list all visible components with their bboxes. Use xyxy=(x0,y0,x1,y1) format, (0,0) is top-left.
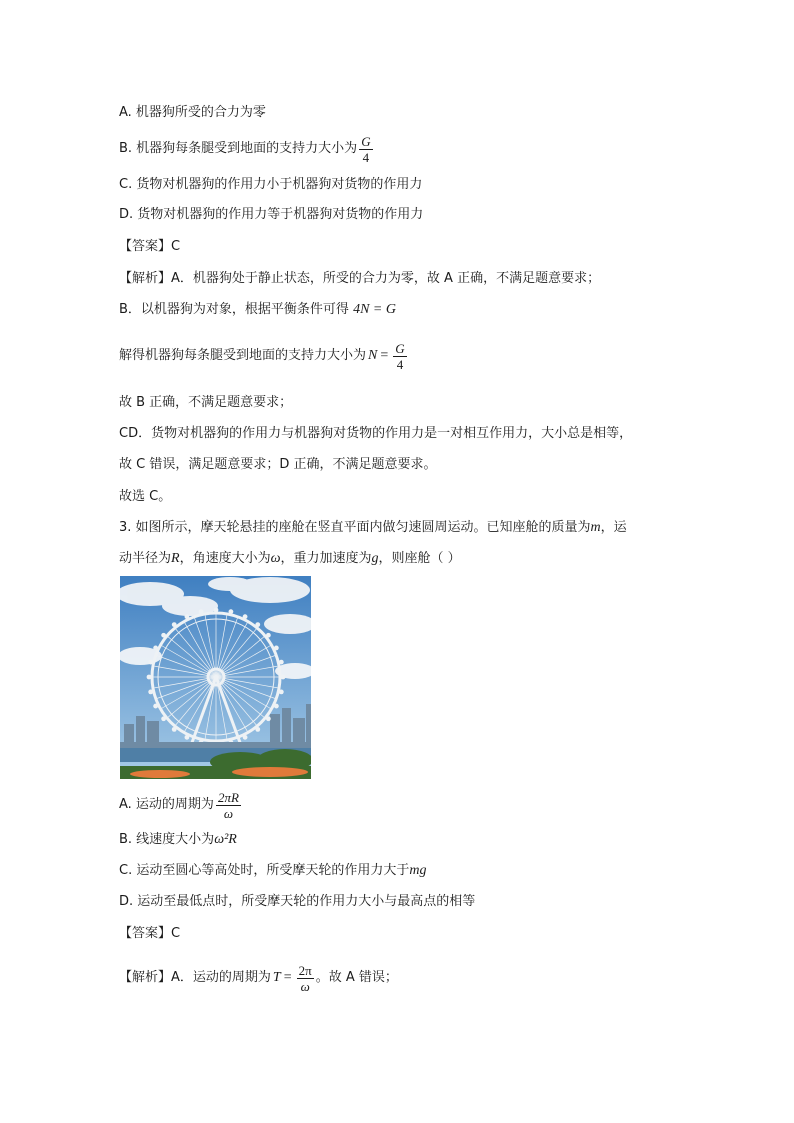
q3-option-c-math: mg xyxy=(409,863,427,878)
q2-option-d: D. 货物对机器狗的作用力等于机器狗对货物的作用力 xyxy=(119,207,424,222)
wheel-cabin xyxy=(172,727,177,732)
q3-option-a xyxy=(119,785,243,825)
analysis-a-equals: = xyxy=(283,970,292,985)
analysis-a-tail: 。故 A 错误； xyxy=(315,970,398,985)
analysis-a-text: A．运动的周期为 xyxy=(171,970,271,985)
analysis-b2-lhs: N xyxy=(368,348,378,363)
answer-value: C xyxy=(171,926,181,941)
q2-option-a: A. 机器狗所受的合力为零 xyxy=(119,105,266,120)
fraction-numerator: G xyxy=(395,340,405,356)
q2-analysis-b-line2 xyxy=(119,336,409,376)
answer-value: C xyxy=(171,239,181,254)
q3-stem-line2 xyxy=(119,550,461,568)
wheel-cabin xyxy=(255,622,260,627)
q2-option-b xyxy=(119,130,375,168)
q2-conclusion: 故选 C。 xyxy=(119,489,172,504)
q3-stem-mass-symbol: m xyxy=(590,520,601,535)
wheel-cabin xyxy=(153,704,158,709)
q3-option-a-text: A. 运动的周期为 xyxy=(119,797,214,812)
wheel-cabin xyxy=(266,633,271,638)
wheel-cabin xyxy=(199,609,204,614)
q2-analysis-cd-line2: 故 C 错误，满足题意要求；D 正确，不满足题意要求。 xyxy=(119,457,437,472)
q2-option-b-text: B. 机器狗每条腿受到地面的支持力大小为 xyxy=(119,141,358,156)
ferris-wheel-photo xyxy=(120,576,311,779)
analysis-b2-equals: = xyxy=(380,348,389,363)
wheel-cabin xyxy=(243,614,248,619)
wheel-cabin xyxy=(185,614,190,619)
wheel-cabin xyxy=(147,675,152,680)
wheel-cabin xyxy=(214,608,219,613)
analysis-a-lhs: T xyxy=(272,970,281,985)
wheel-cabin xyxy=(161,716,166,721)
q3-stem-text-b: ，运 xyxy=(600,520,627,535)
q3-option-c-text: C. 运动至圆心等高处时，所受摩天轮的作用力大于 xyxy=(119,863,410,878)
q2-analysis-b-line3: 故 B 正确，不满足题意要求； xyxy=(119,395,293,410)
wheel-cabin xyxy=(161,633,166,638)
wheel-cabin xyxy=(148,690,153,695)
q3-answer xyxy=(119,925,180,943)
q2-option-c: C. 货物对机器狗的作用力小于机器狗对货物的作用力 xyxy=(119,177,423,192)
fraction-denominator: ω xyxy=(300,978,310,994)
q3-stem-text-f: ，则座舱（ ） xyxy=(378,551,461,566)
wheel-cabin xyxy=(279,690,284,695)
analysis-tag: 【解析】 xyxy=(119,970,172,985)
wheel-cabin xyxy=(274,646,279,651)
wheel-cabin xyxy=(274,704,279,709)
answer-tag: 【答案】 xyxy=(119,239,172,254)
wheel-cabin xyxy=(279,660,284,665)
wheel-cabin xyxy=(153,646,158,651)
q3-option-b-math: ω²R xyxy=(214,832,237,847)
q2-analysis-cd-line1: CD．货物对机器狗的作用力与机器狗对货物的作用力是一对相互作用力，大小总是相等， xyxy=(119,426,633,441)
q3-option-b xyxy=(119,831,237,849)
q3-stem-omega-symbol: ω xyxy=(270,551,281,566)
wheel-cabin xyxy=(281,675,286,680)
q2-analysis-a xyxy=(119,270,600,288)
fraction-numerator: G xyxy=(361,133,371,149)
q2-option-b-fraction xyxy=(359,134,372,165)
wheel-cabin xyxy=(229,609,234,614)
analysis-a-fraction xyxy=(297,963,314,994)
analysis-b1-equation: 4N = G xyxy=(353,302,396,317)
q3-stem-text-a: 3. 如图所示，摩天轮悬挂的座舱在竖直平面内做匀速圆周运动。已知座舱的质量为 xyxy=(119,520,591,535)
fraction-denominator: 4 xyxy=(396,356,404,372)
q3-stem-text-d: ，角速度大小为 xyxy=(179,551,271,566)
q3-stem-g-symbol: g xyxy=(371,551,379,566)
analysis-b2-fraction xyxy=(393,341,406,372)
q3-option-c xyxy=(119,862,426,880)
wheel-cabin xyxy=(185,735,190,740)
q3-option-b-text: B. 线速度大小为 xyxy=(119,832,215,847)
wheel-cabin xyxy=(255,727,260,732)
wheel-cabin xyxy=(148,660,153,665)
analysis-a-text: A．机器狗处于静止状态，所受的合力为零，故 A 正确，不满足题意要求； xyxy=(171,271,601,286)
q2-answer xyxy=(119,238,180,256)
q2-analysis-b-line1 xyxy=(119,301,396,319)
wheel-cabin xyxy=(172,622,177,627)
analysis-b1-text: B．以机器狗为对象，根据平衡条件可得 xyxy=(119,302,349,317)
q3-stem-radius-symbol: R xyxy=(171,551,180,566)
ferris-wheel-image xyxy=(120,576,311,779)
q3-stem-text-c: 动半径为 xyxy=(119,551,172,566)
fraction-denominator: 4 xyxy=(362,149,370,165)
q3-analysis-a xyxy=(119,958,398,998)
q3-option-d: D. 运动至最低点时，所受摩天轮的作用力大小与最高点的相等 xyxy=(119,894,476,909)
analysis-tag: 【解析】 xyxy=(119,271,172,286)
q3-stem-line1 xyxy=(119,519,627,537)
q3-option-a-fraction xyxy=(216,790,241,821)
answer-tag: 【答案】 xyxy=(119,926,172,941)
wheel-cabin xyxy=(243,735,248,740)
fraction-numerator: 2π xyxy=(298,962,312,978)
q3-stem-text-e: ，重力加速度为 xyxy=(280,551,372,566)
bridge xyxy=(120,742,311,748)
fraction-denominator: ω xyxy=(223,805,234,821)
fraction-numerator: 2πR xyxy=(217,789,239,805)
wheel-cabin xyxy=(266,716,271,721)
analysis-b2-text: 解得机器狗每条腿受到地面的支持力大小为 xyxy=(119,348,367,363)
